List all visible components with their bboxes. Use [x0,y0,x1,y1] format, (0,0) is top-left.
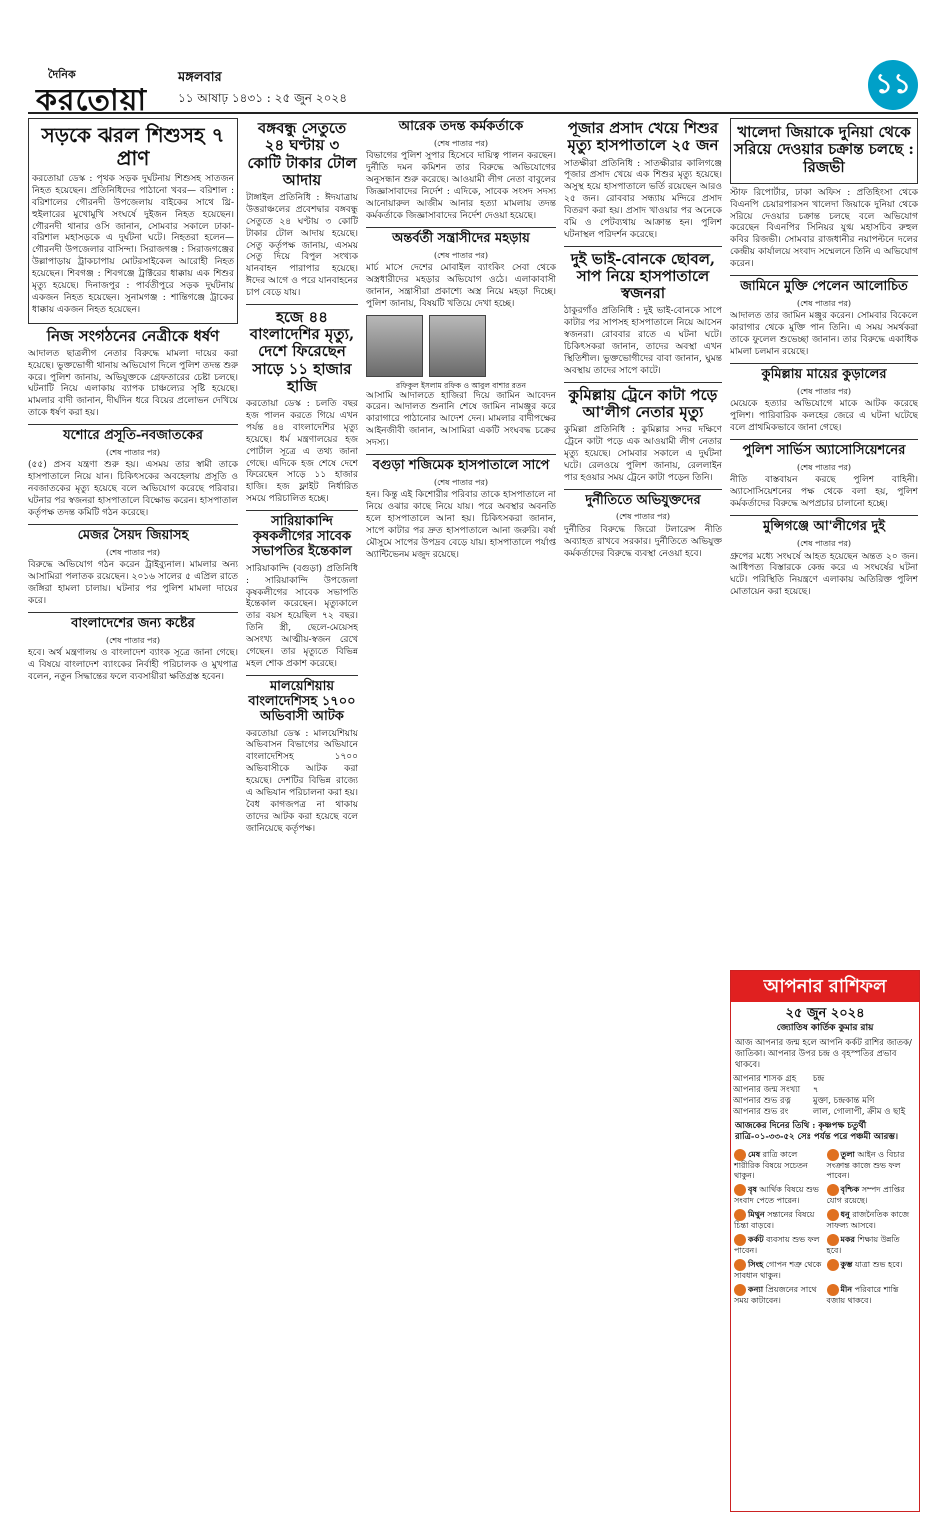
headline: সড়কে ঝরল শিশুসহ ৭ প্রাণ [41,123,225,170]
article-body: বিরুদ্ধে অভিযোগ গঠন করেন ট্রাইব্যুনাল। মামলার অন্য আসামিরা পলাতক রয়েছেন। ২০১৬ সালের ৫ এপ্রিল রাতে জঙ্গিরা হামলা চালায়। ঘটনার পর পুলিশ মামলা দায়ের করে। [28,560,238,606]
zodiac-icon [734,1284,746,1296]
divider [564,489,722,490]
zodiac-name: মিথুন [748,1209,765,1220]
article-body: মার্চ মাসে দেশের মোবাইল ব্যাংকিং সেবা থেকে অস্ত্রধারীদের মহড়ার অভিযোগ ওঠে। এলাকাবাসী জানান, সন্ত্রাসীরা প্রকাশ্যে অস্ত্র নিয়ে মহড়া দিচ্ছে। পুলিশ জানায়, বিষয়টি খতিয়ে দেখা হচ্ছে। [366,263,556,309]
article-body: কুমিল্লা প্রতিনিধি : কুমিল্লার সদর দক্ষিণে ট্রেনে কাটা পড়ে এক আওয়ামী লীগ নেতার মৃত্যু হয়েছে। সোমবার সকালে এ দুর্ঘটনা ঘটে। রেলওয়ে পুলিশ জানায়, রেললাইন পার হওয়ার সময় ট্রেনে কাটা পড়েন তিনি। [564,425,722,483]
continuation-note: (শেষ পাতার পর) [615,512,671,522]
zodiac-sign-entry [827,1209,917,1231]
zodiac-name: মকর [840,1234,855,1245]
zodiac-name: তুলা [840,1149,855,1160]
zodiac-text: সন্তানের বিষয়ে চিন্তা বাড়বে। [734,1210,815,1231]
zodiac-grid [731,1146,919,1309]
continuation-note: (শেষ পাতার পর) [433,138,489,148]
zodiac-icon [734,1184,746,1196]
continuation-note: (শেষ পাতার পর) [433,477,489,487]
masthead [28,60,918,118]
zodiac-icon [827,1209,839,1221]
divider [366,227,556,228]
zodiac-icon [827,1234,839,1246]
zodiac-icon [827,1149,839,1161]
zodiac-name: বৃশ্চিক [840,1184,860,1195]
article-body: হন। কিন্তু এই কিশোরীর পরিবার তাকে হাসপাতালে না নিয়ে ওঝার কাছে নিয়ে যায়। পরে অবস্থার অবনতি হলে হাসপাতালে আনা হয়। চিকিৎসকরা জানান, সাপে কাটার পর দ্রুত হাসপাতালে আনা জরুরি। বর্ষা মৌসুমে সাপের উপদ্রব বেড়ে যায়। হাসপাতালে পর্যাপ্ত অ্যান্টিভেনম মজুদ রয়েছে। [366,490,556,560]
divider [246,304,358,305]
article-body: সারিয়াকান্দি (বগুড়া) প্রতিনিধি : সারিয়াকান্দি উপজেলা কৃষকলীগের সাবেক সভাপতি ইন্তেকাল করেছেন। মৃত্যুকালে তার বয়স হয়েছিল ৭২ বছর। তিনি স্ত্রী, ছেলে-মেয়েসহ অসংখ্য আত্মীয়-স্বজন রেখে গেছেন। তার মৃত্যুতে বিভিন্ন মহল শোক প্রকাশ করেছে। [246,563,358,669]
fact-value: মুক্তা, চন্দ্রকান্ত মণি [812,1096,875,1107]
zodiac-icon [827,1259,839,1271]
headline: মালয়েশিয়ায় বাংলাদেশিসহ ১৭০০ অভিবাসী আটক [248,678,356,724]
zodiac-text: আর্থিক বিষয়ে শুভ সংবাদ পেতে পারেন। [734,1185,819,1206]
zodiac-sign-entry [827,1284,917,1306]
article-body: (৫৫) প্রসব যন্ত্রণা শুরু হয়। এসময় তার স্বামী তাকে হাসপাতালে নিয়ে যান। চিকিৎসকের অবহেলায় প্রসূতি ও নবজাতকের মৃত্যু হয়েছে বলে অভিযোগ করেছে পরিবার। ঘটনার পর স্বজনরা হাসপাতালে বিক্ষোভ করেন। হাসপাতাল কর্তৃপক্ষ তদন্ত কমিটি গঠন করেছে। [28,460,238,518]
headline: কুমিল্লায় ট্রেনে কাটা পড়ে আ'লীগ নেতার মৃত্যু [568,385,718,421]
zodiac-name: বৃষ [748,1184,757,1195]
logo-small: দৈনিক [48,68,76,81]
zodiac-sign-entry [734,1284,824,1306]
continuation-headline: বগুড়া শজিমেক হাসপাতালে সাপে [372,457,550,473]
column-3 [366,118,556,1508]
headline: বঙ্গবন্ধু সেতুতে ২৪ ঘণ্টায় ৩ কোটি টাকার টোল আদায় [247,119,357,189]
column-2 [246,118,358,1508]
story-box [730,118,918,184]
story-box [28,118,238,324]
portrait-photo [429,315,486,377]
continuation-headline: কুমিল্লায় মায়ের কুড়ালের [761,366,887,382]
article-body: করতোয়া ডেস্ক : মালয়েশিয়ায় অভিবাসন বিভাগের অভিযানে বাংলাদেশিসহ ১৭০০ অভিবাসীকে আটক করা হয়েছে। দেশটির বিভিন্ন রাজ্যে এ অভিযান পরিচালনা করা হয়। বৈধ কাগজপত্র না থাকায় তাদের আটক করা হয়েছে বলে জানিয়েছে কর্তৃপক্ষ। [246,728,358,834]
table-row [731,1074,919,1085]
headline: হজে ৪৪ বাংলাদেশির মৃত্যু, দেশে ফিরেছেন সাড়ে ১১ হাজার হাজি [249,307,355,395]
divider [28,524,238,525]
table-row [731,1085,919,1096]
issue-date: ১১ আষাঢ় ১৪৩১ : ২৫ জুন ২০২৪ [178,91,347,105]
zodiac-text: প্রিয়জনের সাথে সময় কাটাবেন। [734,1285,817,1306]
zodiac-name: কুম্ভ [840,1259,853,1270]
issue-day: মঙ্গলবার [178,70,222,85]
fact-value: লাল, গোলাপী, ক্রীম ও ছাই [812,1107,906,1118]
zodiac-sign-entry [827,1149,917,1181]
divider [246,675,358,676]
continuation-note: (শেষ পাতার পর) [796,298,852,308]
zodiac-sign-entry [734,1149,824,1181]
continuation-note: (শেষ পাতার পর) [105,547,161,557]
headline: পূজার প্রসাদ খেয়ে শিশুর মৃত্যু হাসপাতালে ২৫ জন [567,119,719,155]
article-body: সাতক্ষীরা প্রতিনিধি : সাতক্ষীরার কালিগঞ্জে পূজার প্রসাদ খেয়ে এক শিশুর মৃত্যু হয়েছে। অসুস্থ হয়ে হাসপাতালে ভর্তি রয়েছেন আরও ২৫ জন। রোববার সন্ধ্যায় মন্দিরে প্রসাদ বিতরণ করা হয়। প্রসাদ খাওয়ার পর অনেকে বমি ও পেটব্যথায় আক্রান্ত হন। পুলিশ ঘটনাস্থল পরিদর্শন করেছে। [564,158,722,240]
horoscope-box [730,970,920,1512]
article-body: আসামি আদালতে হাজিরা দিয়ে জামিন আবেদন করেন। আদালত শুনানি শেষে জামিন নামঞ্জুর করে কারাগারে পাঠানোর আদেশ দেন। মামলার বাদীপক্ষের আইনজীবী জানান, আসামিরা একটি সংঘবদ্ধ চক্রের সদস্য। [366,390,556,449]
zodiac-text: শিক্ষায় উন্নতি হবে। [826,1235,900,1256]
headline: নিজ সংগঠনের নেত্রীকে ধর্ষণ [46,326,220,345]
zodiac-icon [734,1234,746,1246]
zodiac-sign-entry [734,1209,824,1231]
continuation-headline: জামিনে মুক্তি পেলেন আলোচিত [740,278,908,294]
zodiac-name: সিংহ [748,1259,764,1270]
continuation-note: (শেষ পাতার পর) [796,462,852,472]
column-1 [28,118,238,1508]
zodiac-text: আইন ও বিচার সংক্রান্ত কাজে শুভ ফল পাবেন। [826,1150,905,1181]
fact-label: আপনার শাসক গ্রহ [733,1074,797,1085]
fact-label: আপনার শুভ রং [733,1107,789,1118]
portrait-photo [366,315,423,377]
photo-caption: রফিকুল ইসলাম রফিক ও আবুল বাশার রতন [395,380,527,390]
article-body: বিভাগের পুলিশ সুপার হিসেবে দায়িত্ব পালন করছেন। দুর্নীতি দমন কমিশন তার বিরুদ্ধে অভিযোগের অনুসন্ধান শুরু করেছে। আওয়ামী লীগ নেতা বাবুলের জিজ্ঞাসাবাদের নির্দেশ : এদিকে, সাবেক সংসদ সদস্য আনোয়ারুল আজীম আনার হত্যা মামলায় তদন্ত কর্মকর্তাকে জিজ্ঞাসাবাদের নির্দেশ দেওয়া হয়েছে। [366,151,556,221]
article-body: টাঙ্গাইল প্রতিনিধি : ঈদযাত্রায় উত্তরাঞ্চলের প্রবেশদ্বার বঙ্গবন্ধু সেতুতে ২৪ ঘণ্টায় ৩ কোটি টাকার টোল আদায় হয়েছে। সেতু কর্তৃপক্ষ জানায়, এসময় সেতু দিয়ে বিপুল সংখ্যক যানবাহন পারাপার হয়েছে। ঈদের আগে ও পরে যানবাহনের চাপ বেড়ে যায়। [246,193,358,298]
article-body: করতোয়া ডেস্ক : পৃথক সড়ক দুর্ঘটনায় শিশুসহ সাতজন নিহত হয়েছেন। প্রতিনিধিদের পাঠানো খবর— বরিশাল : বরিশালের গৌরনদী উপজেলায় বাইকের সাথে থ্রি-হুইলারের মুখোমুখি সংঘর্ষে দুইজন নিহত হয়েছেন। গৌরনদী থানার ওসি জানান, সোমবার সকালে ঢাকা-বরিশাল মহাসড়কে এ দুর্ঘটনা ঘটে। নিহতরা হলেন— গৌরনদী উপজেলার বাসিন্দা। সিরাজগঞ্জ : সিরাজগঞ্জের উল্লাপাড়ায় ট্রাকচাপায় মোটরসাইকেল আরোহী নিহত হয়েছেন। শিবগঞ্জ : শিবগঞ্জে ট্রাক্টরের ধাক্কায় এক শিশুর মৃত্যু হয়েছে। দিনাজপুর : পার্বতীপুরে সড়ক দুর্ঘটনায় একজন নিহত হয়েছেন। সুনামগঞ্জ : শান্তিগঞ্জে ট্রাকের ধাক্কায় একজন নিহত হয়েছেন। [32,174,234,315]
divider [730,515,918,516]
divider [246,510,358,511]
table-row [731,1107,919,1118]
zodiac-name: কন্যা [748,1284,764,1295]
table-row [731,1096,919,1107]
divider [730,275,918,276]
fact-label: আপনার শুভ রত্ন [733,1096,791,1107]
zodiac-text: পরিবারে শান্তি বজায় থাকবে। [826,1285,899,1306]
horoscope-author: জ্যোতিষ কার্তিক কুমার রায় [776,1023,874,1034]
newspaper-logo: করতোয়া [36,83,148,118]
divider [564,382,722,383]
zodiac-sign-entry [827,1259,917,1281]
continuation-headline: পুলিশ সার্ভিস অ্যাসোসিয়েশনের [742,442,906,458]
zodiac-text: গোপন শত্রু থেকে সাবধান থাকুন। [734,1260,822,1281]
divider [28,612,238,613]
horoscope-title: আপনার রাশিফল [731,971,919,1002]
headline: খালেদা জিয়াকে দুনিয়া থেকে সরিয়ে দেওয়ার চক্রান্ত চলছে : রিজভী [734,123,914,176]
zodiac-text: রাত্রি কালে শারীরিক বিষয়ে সচেতন থাকুন। [734,1150,808,1181]
article-body: মেয়েকে হত্যার অভিযোগে মাকে আটক করেছে পুলিশ। পারিবারিক কলহের জেরে এ ঘটনা ঘটেছে বলে প্রাথমিকভাবে জানা গেছে। [730,399,918,434]
zodiac-text: সম্পদ প্রাপ্তির যোগ রয়েছে। [826,1185,905,1206]
continuation-note: (শেষ পাতার পর) [433,250,489,260]
continuation-note: (শেষ পাতার পর) [796,539,852,549]
article-body: করতোয়া ডেস্ক : চলতি বছর হজ পালন করতে গিয়ে এখন পর্যন্ত ৪৪ বাংলাদেশির মৃত্যু হয়েছে। ধর্ম মন্ত্রণালয়ের হজ পোর্টাল সূত্রে এ তথ্য জানা গেছে। এদিকে হজ শেষে দেশে ফিরেছেন সাড়ে ১১ হাজার হাজি। হজ ফ্লাইট নির্ধারিত সময়ে পরিচালিত হচ্ছে। [246,399,358,505]
zodiac-sign-entry [734,1234,824,1256]
article-body: গ্রুপের মধ্যে সংঘর্ষে আহত হয়েছেন অন্তত ২০ জন। আধিপত্য বিস্তারকে কেন্দ্র করে এ সংঘর্ষের ঘটনা ঘটে। পরিস্থিতি নিয়ন্ত্রণে এলাকায় অতিরিক্ত পুলিশ মোতায়েন করা হয়েছে। [730,551,918,598]
photo-row [366,315,556,377]
article-body: স্টাফ রিপোর্টার, ঢাকা অফিস : প্রতিহিংসা থেকে বিএনপি চেয়ারপারসন খালেদা জিয়াকে দুনিয়া থেকে সরিয়ে দেওয়ার চক্রান্ত চলছে বলে অভিযোগ করেছেন বিএনপির সিনিয়র যুগ্ম মহাসচিব রুহুল কবির রিজভী। সোমবার রাজধানীর নয়াপল্টনে দলের কেন্দ্রীয় কার্যালয়ে সংবাদ সম্মেলনে তিনি এ অভিযোগ করেন। [730,187,918,269]
horoscope-intro: আজ আপনার জন্ম হলে আপনি কর্কট রাশির জাতক/জাতিকা। আপনার উপর চন্দ্র ও বৃহস্পতির প্রভাব থাকবে। [735,1037,912,1071]
continuation-note: (শেষ পাতার পর) [105,635,161,645]
zodiac-text: রাজনৈতিক কাজে সাফল্য আসবে। [826,1210,910,1231]
zodiac-icon [827,1284,839,1296]
divider [730,363,918,364]
zodiac-name: মীন [840,1284,853,1295]
divider [366,454,556,455]
continuation-headline: অন্তর্বর্তী সন্ত্রাসীদের মহড়ায় [392,230,530,246]
continuation-note: (শেষ পাতার পর) [105,447,161,457]
fact-value: ৭ [812,1085,819,1096]
article-body: ঠাকুরগাঁও প্রতিনিধি : দুই ভাই-বোনকে সাপে কাটার পর সাপসহ হাসপাতালে নিয়ে আসেন স্বজনরা। রোববার রাতে এ ঘটনা ঘটে। চিকিৎসকরা জানান, তাদের অবস্থা এখন স্থিতিশীল। ভুক্তভোগীদের বাবা জানান, ঘুমন্ত অবস্থায় তাদের সাপে কাটে। [564,306,722,376]
article-body: হবে। অর্থ মন্ত্রণালয় ও বাংলাদেশ ব্যাংক সূত্রে জানা গেছে। এ বিষয়ে বাংলাদেশ ব্যাংকের নির্বাহী পরিচালক ও মুখপাত্র বলেন, নতুন সিদ্ধান্তের ফলে ব্যবসায়ীরা ক্ষতিগ্রস্ত হবেন। [28,648,238,683]
zodiac-name: ধনু [840,1209,850,1220]
continuation-headline: যশোরে প্রসূতি-নবজাতকের [63,428,203,443]
zodiac-sign-entry [827,1234,917,1256]
continuation-headline: বাংলাদেশের জন্য কষ্টের [71,615,195,631]
continuation-note: (শেষ পাতার পর) [796,386,852,396]
fact-value: চন্দ্র [812,1074,825,1085]
zodiac-sign-entry [827,1184,917,1206]
continuation-headline: আরেক তদন্ত কর্মকর্তাকে [398,119,524,134]
zodiac-icon [734,1149,746,1161]
continuation-headline: মুন্সিগঞ্জে আ'লীগের দুই [762,519,886,535]
page-number-badge: ১১ [868,60,918,110]
divider [28,424,238,425]
column-4 [564,118,722,1508]
zodiac-sign-entry [734,1259,824,1281]
headline: দুই ভাই-বোনকে ছোবল, সাপ নিয়ে হাসপাতালে স্বজনরা [570,249,716,303]
article-body: আদালত ছাত্রলীগ নেতার বিরুদ্ধে মামলা দায়ের করা হয়েছে। ভুক্তভোগী থানায় অভিযোগ দিলে পুলিশ তদন্ত শুরু করে। পুলিশ জানায়, অভিযুক্তকে গ্রেফতারের চেষ্টা চলছে। ঘটনাটি নিয়ে এলাকায় ব্যাপক চাঞ্চল্যের সৃষ্টি হয়েছে। মামলার বাদী জানান, দীর্ঘদিন ধরে বিয়ের প্রলোভন দেখিয়ে তাকে ধর্ষণ করা হয়। [28,348,238,419]
zodiac-name: মেষ [748,1149,761,1160]
continuation-headline: দুর্নীতিতে অভিযুক্তদের [585,492,701,508]
zodiac-text: যাত্রা শুভ হবে। [854,1260,903,1270]
fact-label: আপনার জন্ম সংখ্যা [733,1085,801,1096]
continuation-headline: মেজর সৈয়দ জিয়াসহ [77,527,189,543]
column-5 [730,118,918,963]
horoscope-tithi: আজকের দিনের তিথি : কৃষ্ণপক্ষ চতুর্থী রাত্রি-০১-৩৩-৫২ সেঃ পর্যন্ত পরে পঞ্চমী আরম্ভ। [735,1121,899,1143]
divider [564,246,722,247]
article-body: দুর্নীতির বিরুদ্ধে জিরো টলারেন্স নীতি অব্যাহত রাখবে সরকার। দুর্নীতিতে অভিযুক্ত কর্মকর্তাদের বিরুদ্ধে ব্যবস্থা নেওয়া হবে। [564,524,722,559]
zodiac-sign-entry [734,1184,824,1206]
zodiac-icon [734,1209,746,1221]
article-body: আদালত তার জামিন মঞ্জুর করেন। সোমবার বিকেলে কারাগার থেকে মুক্তি পান তিনি। এ সময় সমর্থকরা তাকে ফুলেল শুভেচ্ছা জানান। তার বিরুদ্ধে একাধিক মামলা চলমান রয়েছে। [730,311,918,357]
zodiac-text: ব্যবসায় শুভ ফল পাবেন। [734,1235,820,1256]
horoscope-date: ২৫ জুন ২০২৪ [785,1006,865,1022]
horoscope-facts-table [731,1074,919,1118]
headline: সারিয়াকান্দি কৃষকলীগের সাবেক সভাপতির ইন্তেকাল [252,514,352,559]
zodiac-name: কর্কট [748,1234,764,1245]
zodiac-icon [734,1259,746,1271]
article-body: নীতি বাস্তবায়ন করছে পুলিশ বাহিনী। অ্যাসোসিয়েশনের পক্ষ থেকে বলা হয়, পুলিশ কর্মকর্তাদের বিরুদ্ধে অপপ্রচার চালানো হচ্ছে। [730,475,918,510]
zodiac-icon [827,1184,839,1196]
divider [730,439,918,440]
